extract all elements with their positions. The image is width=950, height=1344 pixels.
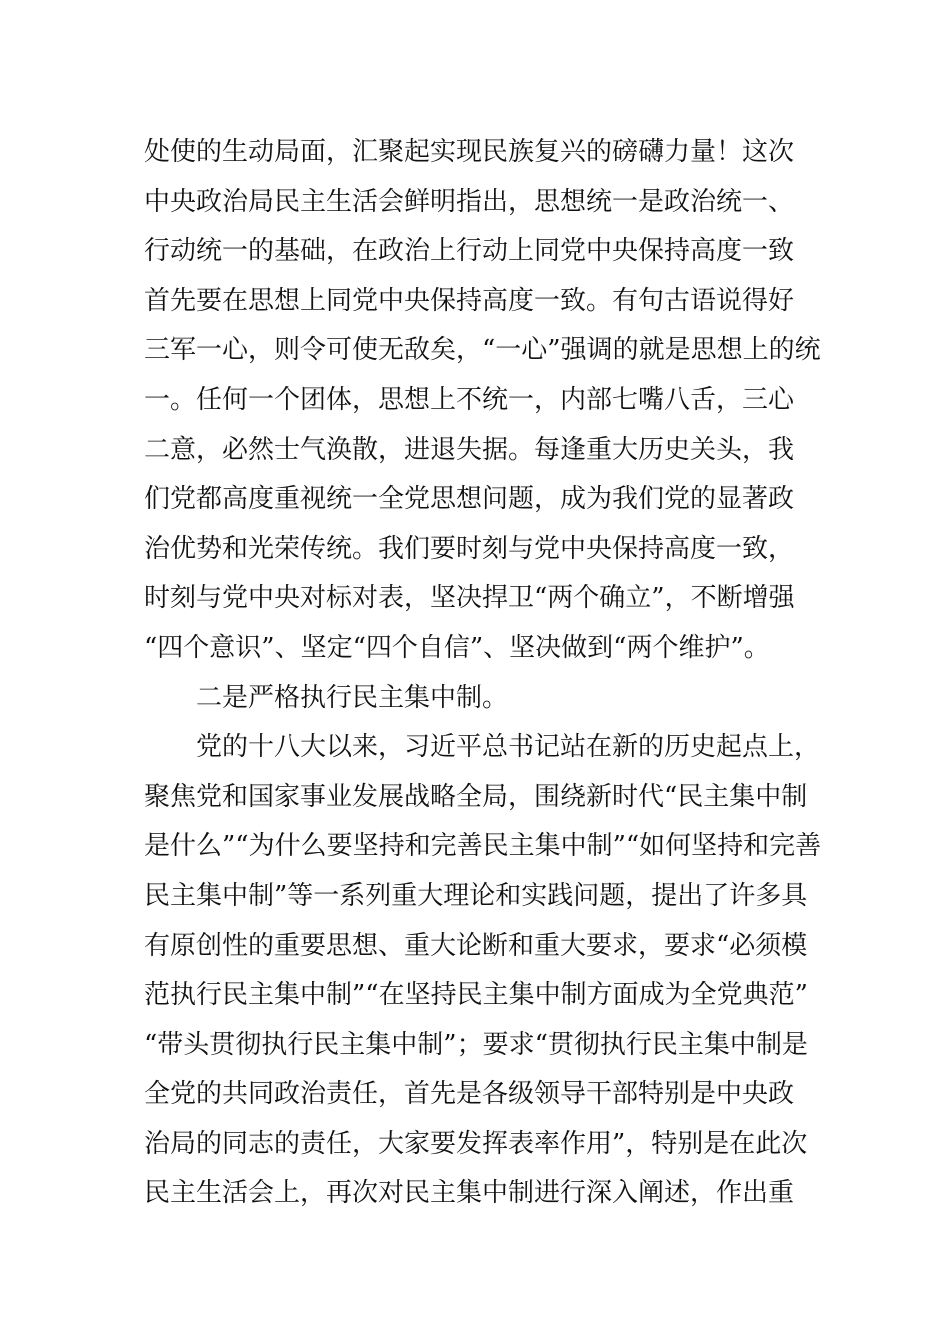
text-line: 三军一心，则令可使无敌矣，“一心”强调的就是思想上的统	[144, 335, 821, 366]
text-line: 聚焦党和国家事业发展战略全局，围绕新时代“民主集中制	[144, 781, 808, 812]
paragraph-first-line: 党的十八大以来，习近平总书记站在新的历史起点上，	[196, 732, 821, 763]
text-line: 行动统一的基础，在政治上行动上同党中央保持高度一致	[144, 236, 795, 267]
text-line: 治局的同志的责任，大家要发挥表率作用”，特别是在此次	[144, 1128, 808, 1159]
text-line: “四个意识”、坚定“四个自信”、坚决做到“两个维护”。	[144, 632, 770, 663]
text-line: 有原创性的重要思想、重大论断和重大要求，要求“必须模	[144, 930, 808, 961]
text-line: 一。任何一个团体，思想上不统一，内部七嘴八舌，三心	[144, 384, 795, 415]
text-line: 是什么”“为什么要坚持和完善民主集中制”“如何坚持和完善	[144, 831, 822, 862]
document-body	[144, 128, 834, 1219]
text-line: 民主生活会上，再次对民主集中制进行深入阐述，作出重	[144, 1178, 795, 1209]
text-line: 二意，必然士气涣散，进退失据。每逢重大历史关头，我	[144, 434, 795, 465]
text-line: 中央政治局民主生活会鲜明指出，思想统一是政治统一、	[144, 186, 795, 217]
text-line: 首先要在思想上同党中央保持高度一致。有句古语说得好	[144, 285, 795, 316]
section-heading: 二是严格执行民主集中制。	[196, 682, 509, 713]
text-line: 全党的共同政治责任，首先是各级领导干部特别是中央政	[144, 1079, 795, 1110]
text-line: 处使的生动局面，汇聚起实现民族复兴的磅礴力量！这次	[144, 137, 795, 167]
text-line: 时刻与党中央对标对表，坚决捍卫“两个确立”，不断增强	[144, 583, 795, 614]
text-line: “带头贯彻执行民主集中制”；要求“贯彻执行民主集中制是	[144, 1029, 808, 1060]
text-line: 民主集中制”等一系列重大理论和实践问题，提出了许多具	[144, 880, 808, 911]
text-line: 治优势和光荣传统。我们要时刻与党中央保持高度一致，	[144, 533, 795, 564]
text-line: 范执行民主集中制”“在坚持民主集中制方面成为全党典范”	[144, 980, 808, 1011]
text-line: 们党都高度重视统一全党思想问题，成为我们党的显著政	[144, 484, 795, 515]
